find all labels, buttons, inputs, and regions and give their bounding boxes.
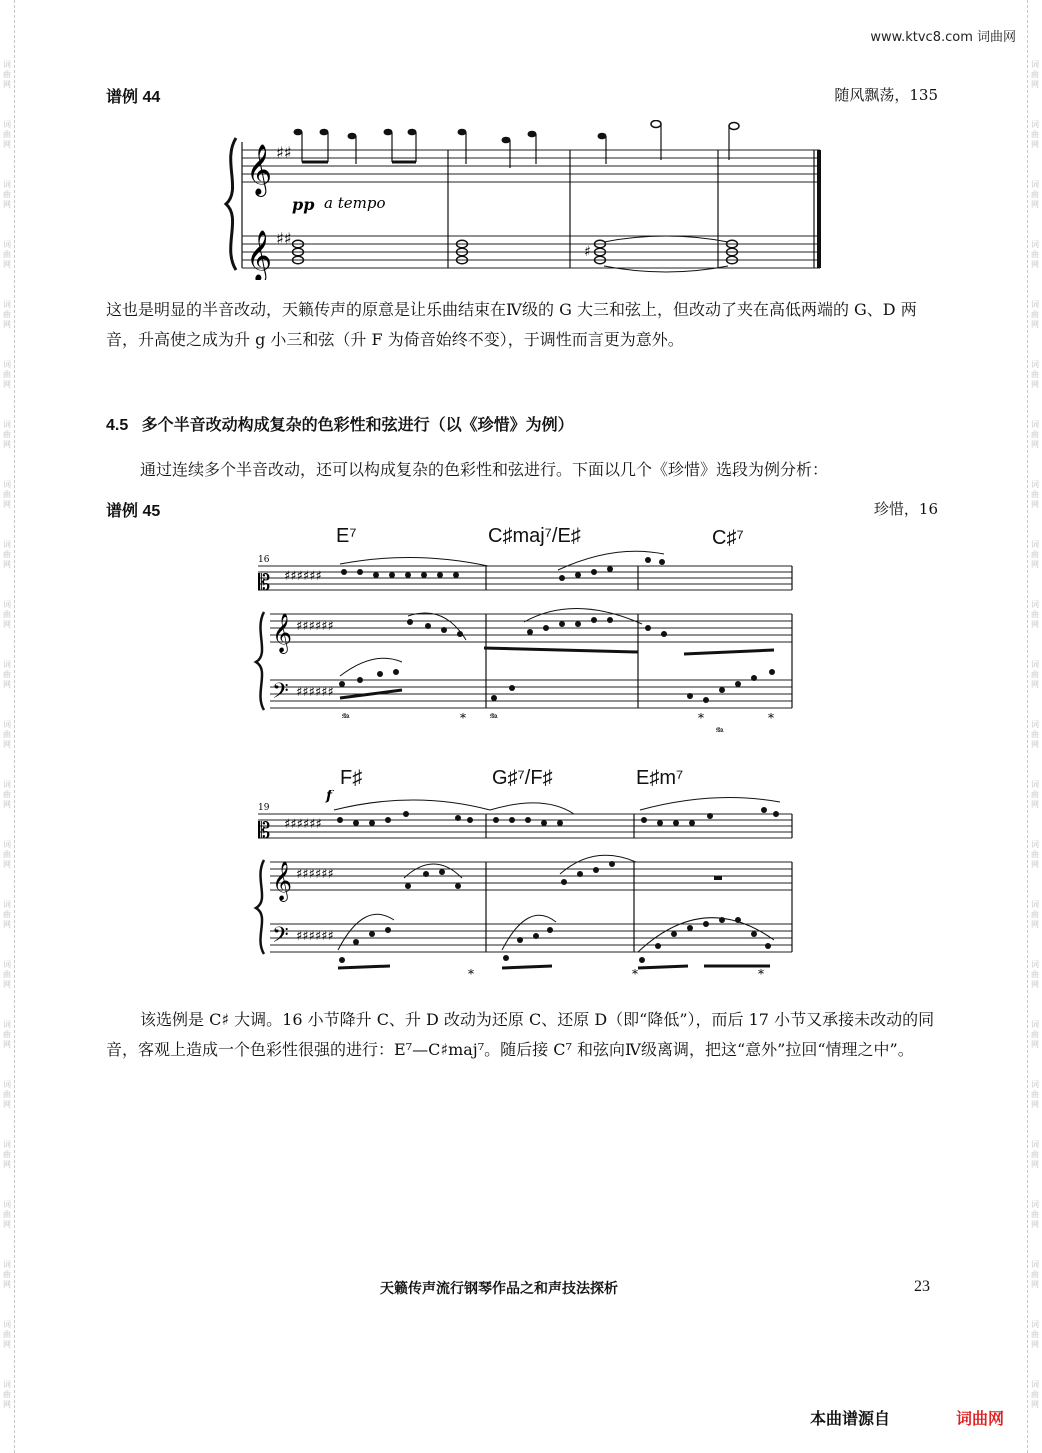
chord-symbol: E♯m⁷ (636, 767, 684, 789)
bottom-site-watermark: 词曲网 (956, 1409, 1005, 1428)
side-watermark-mark: 词 曲 网 (3, 780, 11, 809)
melody-notes (294, 129, 607, 144)
measure-number: 19 (258, 803, 270, 813)
svg-text:𝄡: 𝄡 (258, 571, 271, 596)
chord-symbol: C♯⁷ (712, 527, 744, 549)
example-45-score-system-1 (244, 550, 804, 740)
bottom-source-label: 本曲谱源自 (810, 1409, 891, 1428)
side-watermark-mark: 词 曲 网 (1031, 840, 1039, 869)
svg-text:♯♯♯♯♯♯: ♯♯♯♯♯♯ (296, 867, 334, 882)
svg-text:♯♯♯♯♯♯: ♯♯♯♯♯♯ (296, 929, 334, 944)
svg-text:𝄢: 𝄢 (272, 679, 289, 709)
right-margin-watermark (1027, 0, 1042, 1453)
treble-clef: 𝄞 (246, 144, 273, 195)
side-watermark-mark: 词 曲 网 (1031, 60, 1039, 89)
treble-clef-lower: 𝄞 (246, 230, 273, 280)
side-watermark-mark: 词 曲 网 (3, 960, 11, 989)
side-watermark-mark: 词 曲 网 (1031, 1200, 1039, 1229)
svg-text:𝄞: 𝄞 (272, 861, 293, 901)
footer-title: 天籁传声流行钢琴作品之和声技法探析 (380, 1281, 618, 1297)
side-watermark-mark: 词 曲 网 (1031, 1140, 1039, 1169)
side-watermark-mark: 词 曲 网 (1031, 1260, 1039, 1289)
side-watermark-mark: 词 曲 网 (1031, 1380, 1039, 1409)
side-watermark-mark: 词 曲 网 (3, 840, 11, 869)
side-watermark-mark: 词 曲 网 (3, 1140, 11, 1169)
example-44-label: 谱例 44 (106, 89, 161, 106)
svg-text:♯♯: ♯♯ (276, 229, 292, 248)
side-watermark-mark: 词 曲 网 (3, 420, 11, 449)
side-watermark-mark: 词 曲 网 (1031, 360, 1039, 389)
side-watermark-mark: 词 曲 网 (3, 600, 11, 629)
treble-staff (242, 150, 820, 182)
side-watermark-mark: 词 曲 网 (3, 1260, 11, 1289)
svg-text:*: * (468, 967, 474, 981)
side-watermark-mark: 词 曲 网 (1031, 480, 1039, 509)
page-number: 23 (914, 1278, 930, 1295)
side-watermark-mark: 词 曲 网 (1031, 420, 1039, 449)
side-watermark-mark: 词 曲 网 (1031, 180, 1039, 209)
side-watermark-mark: 词 曲 网 (3, 720, 11, 749)
side-watermark-mark: 词 曲 网 (1031, 660, 1039, 689)
side-watermark-mark: 词 曲 网 (3, 360, 11, 389)
side-watermark-mark: 词 曲 网 (3, 1320, 11, 1349)
svg-text:*: * (632, 967, 638, 981)
side-watermark-mark: 词 曲 网 (3, 240, 11, 269)
section-title: 多个半音改动构成复杂的色彩性和弦进行（以《珍惜》为例） (141, 417, 574, 434)
svg-text:𝄢: 𝄢 (272, 923, 289, 953)
brace (226, 138, 236, 270)
side-watermark-mark: 词 曲 网 (1031, 1080, 1039, 1109)
side-watermark-mark: 词 曲 网 (3, 540, 11, 569)
paragraph-1: 这也是明显的半音改动，天籁传声的原意是让乐曲结束在Ⅳ级的 G 大三和弦上，但改动了夹在高低两端的 G、D 两音，升高使之成为升 g 小三和弦（升 F 为倚音始终不变），于调性而言更为意外。 (106, 300, 917, 349)
example-45-source: 珍惜，16 (873, 500, 938, 518)
side-watermark-mark: 词 曲 网 (3, 660, 11, 689)
svg-text:*: * (698, 711, 704, 725)
svg-text:𝆮: 𝆮 (340, 711, 349, 726)
chord-symbol: F♯ (340, 767, 363, 789)
measure-number: 16 (258, 555, 270, 565)
section-heading (106, 412, 574, 435)
svg-text:𝄞: 𝄞 (272, 613, 293, 653)
paragraph-3: 该选例是 C♯ 大调。16 小节降升 C、升 D 改动为还原 C、还原 D（即“降低”），而后 17 小节又承接未改动的同音，客观上造成一个色彩性很强的进行：E⁷—C♯maj⁷。随后接 C⁷ 和弦向Ⅳ级离调，把这“意外”拉回“情理之中”。 (106, 1010, 935, 1059)
side-watermark-mark: 词 曲 网 (1031, 960, 1039, 989)
side-watermark-mark: 词 曲 网 (3, 900, 11, 929)
side-watermark-mark: 词 曲 网 (1031, 780, 1039, 809)
side-watermark-mark: 词 曲 网 (1031, 1020, 1039, 1049)
svg-text:♯♯♯♯♯♯: ♯♯♯♯♯♯ (296, 685, 334, 700)
side-watermark-mark: 词 曲 网 (3, 120, 11, 149)
chord-symbol: E⁷ (336, 525, 357, 547)
side-watermark-mark: 词 曲 网 (3, 300, 11, 329)
example-44-score (212, 120, 832, 280)
side-watermark-mark: 词 曲 网 (1031, 120, 1039, 149)
side-watermark-mark: 词 曲 网 (1031, 600, 1039, 629)
example-45-label: 谱例 45 (106, 503, 161, 520)
side-watermark-mark: 词 曲 网 (3, 60, 11, 89)
svg-text:♯♯♯♯♯♯: ♯♯♯♯♯♯ (296, 619, 334, 634)
side-watermark-mark: 词 曲 网 (3, 1080, 11, 1109)
side-watermark-mark: 词 曲 网 (3, 480, 11, 509)
top-watermark: www.ktvc8.com 词曲网 (870, 30, 1016, 45)
svg-text:*: * (758, 967, 764, 981)
side-watermark-mark: 词 曲 网 (1031, 540, 1039, 569)
side-watermark-mark: 词 曲 网 (1031, 300, 1039, 329)
svg-text:𝆮: 𝆮 (714, 725, 723, 740)
dynamics-marking: pp (292, 195, 315, 214)
chord-symbol: C♯maj⁷/E♯ (488, 525, 581, 547)
example-44-source: 随风飘荡，135 (834, 86, 938, 104)
section-number: 4.5 (106, 417, 129, 434)
chord-symbol: G♯⁷/F♯ (492, 767, 553, 789)
tempo-marking: a tempo (324, 194, 386, 212)
svg-text:*: * (460, 711, 466, 725)
side-watermark-mark: 词 曲 网 (1031, 720, 1039, 749)
svg-text:♯: ♯ (584, 244, 591, 260)
svg-text:*: * (768, 711, 774, 725)
example-45-score-system-2 (244, 790, 804, 990)
svg-text:♯♯♯♯♯♯: ♯♯♯♯♯♯ (284, 569, 322, 584)
side-watermark-mark: 词 曲 网 (3, 1380, 11, 1409)
side-watermark-mark: 词 曲 网 (3, 1020, 11, 1049)
side-watermark-mark: 词 曲 网 (1031, 1320, 1039, 1349)
key-signature: ♯♯ (276, 143, 292, 162)
side-watermark-mark: 词 曲 网 (1031, 240, 1039, 269)
svg-text:𝆮: 𝆮 (488, 711, 497, 726)
dynamic-marking: f (326, 790, 333, 804)
side-watermark-mark: 词 曲 网 (1031, 900, 1039, 929)
side-watermark-mark: 词 曲 网 (3, 180, 11, 209)
svg-text:𝄡: 𝄡 (258, 819, 271, 844)
svg-text:♯♯♯♯♯♯: ♯♯♯♯♯♯ (284, 817, 322, 832)
side-watermark-mark: 词 曲 网 (3, 1200, 11, 1229)
paragraph-2: 通过连续多个半音改动，还可以构成复杂的色彩性和弦进行。下面以几个《珍惜》选段为例分析： (140, 460, 829, 479)
left-margin-watermark (0, 0, 15, 1453)
